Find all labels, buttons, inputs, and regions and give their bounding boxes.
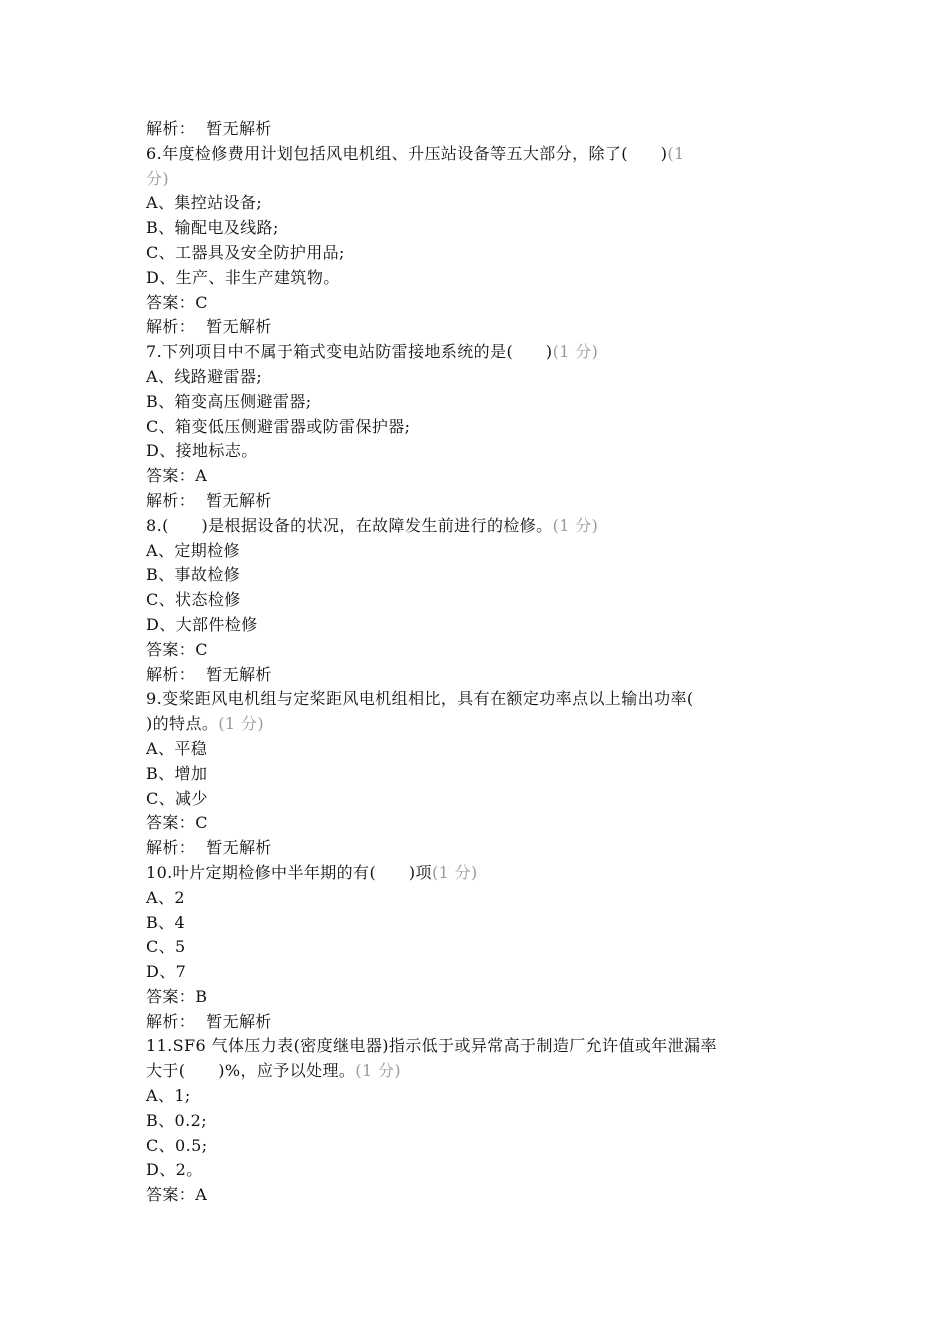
answer-line: 答案：B: [146, 986, 208, 1006]
option-line: A、2: [146, 887, 185, 907]
option-line: D、7: [146, 962, 187, 982]
analysis-text: 暂无解析: [206, 490, 272, 510]
option-line: B、4: [146, 912, 186, 932]
analysis-label: 解析：: [146, 490, 196, 510]
option-line: C、箱变低压侧避雷器或防雷保护器;: [146, 416, 411, 436]
question-score: (1 分): [355, 1061, 402, 1081]
answer-line: 答案：C: [146, 813, 208, 833]
analysis-text: 暂无解析: [206, 1011, 272, 1031]
option-line: B、0.2;: [146, 1110, 207, 1130]
option-line: B、输配电及线路;: [146, 218, 279, 238]
analysis-label: 解析：: [146, 119, 196, 138]
analysis-label: 解析：: [146, 1011, 196, 1031]
question-score: (1 分): [218, 714, 264, 734]
analysis-text: 暂无解析: [206, 119, 272, 138]
option-line: D、生产、非生产建筑物。: [146, 267, 340, 287]
question-score-continued: 分): [146, 168, 170, 188]
option-line: C、5: [146, 937, 186, 957]
question-stem: [146, 514, 811, 539]
answer-line: 答案：A: [146, 466, 208, 486]
question-text: 7.下列项目中不属于箱式变电站防雷接地系统的是( ): [146, 342, 553, 362]
analysis-line: [146, 1010, 811, 1035]
option-line: D、接地标志。: [146, 441, 258, 461]
option-line: C、工器具及安全防护用品;: [146, 242, 345, 262]
option-line: A、定期检修: [146, 540, 240, 560]
question-text-continued: 大于( )%，应予以处理。: [146, 1061, 356, 1081]
option-line: A、平稳: [146, 738, 208, 758]
question-stem-continued: [146, 1059, 811, 1084]
option-line: C、减少: [146, 788, 208, 808]
question-text: 11.SF6 气体压力表(密度继电器)指示低于或异常高于制造厂允许值或年泄漏率: [146, 1036, 717, 1056]
option-line: D、大部件检修: [146, 614, 258, 634]
answer-line: 答案：A: [146, 1185, 208, 1205]
question-stem: [146, 1034, 811, 1059]
question-stem: [146, 142, 811, 167]
option-line: C、0.5;: [146, 1135, 208, 1155]
analysis-text: 暂无解析: [206, 317, 272, 337]
document-page: [146, 117, 811, 1208]
analysis-text: 暂无解析: [206, 664, 272, 684]
analysis-line: [146, 315, 811, 340]
question-score: (1 分): [431, 862, 478, 882]
analysis-line: [146, 117, 811, 142]
question-text: 9.变桨距风电机组与定桨距风电机组相比，具有在额定功率点以上输出功率(: [146, 689, 694, 709]
option-line: A、1;: [146, 1086, 191, 1106]
option-line: C、状态检修: [146, 590, 241, 610]
analysis-label: 解析：: [146, 664, 196, 684]
option-line: B、增加: [146, 763, 208, 783]
question-text: 8.( )是根据设备的状况，在故障发生前进行的检修。: [146, 515, 553, 535]
analysis-line: [146, 489, 811, 514]
option-line: A、线路避雷器;: [146, 366, 263, 386]
question-text: 10.叶片定期检修中半年期的有( )项: [146, 862, 432, 882]
question-score: (1: [667, 143, 685, 163]
option-line: D、2。: [146, 1160, 203, 1180]
option-line: B、箱变高压侧避雷器;: [146, 391, 312, 411]
question-score: (1 分): [552, 342, 599, 362]
question-text-continued: )的特点。: [146, 714, 219, 734]
analysis-label: 解析：: [146, 317, 196, 337]
analysis-line: [146, 663, 811, 688]
question-score-continued-line: [146, 167, 811, 192]
question-score: (1 分): [552, 515, 599, 535]
question-text: 6.年度检修费用计划包括风电机组、升压站设备等五大部分，除了( ): [146, 143, 668, 163]
analysis-label: 解析：: [146, 838, 196, 858]
question-stem: [146, 687, 811, 712]
question-stem: [146, 861, 811, 886]
question-stem-continued: [146, 712, 811, 737]
option-line: B、事故检修: [146, 565, 241, 585]
answer-line: 答案：C: [146, 292, 208, 312]
option-line: A、集控站设备;: [146, 193, 263, 213]
answer-line: 答案：C: [146, 639, 208, 659]
question-stem: [146, 340, 811, 365]
analysis-text: 暂无解析: [206, 838, 272, 858]
analysis-line: [146, 836, 811, 861]
